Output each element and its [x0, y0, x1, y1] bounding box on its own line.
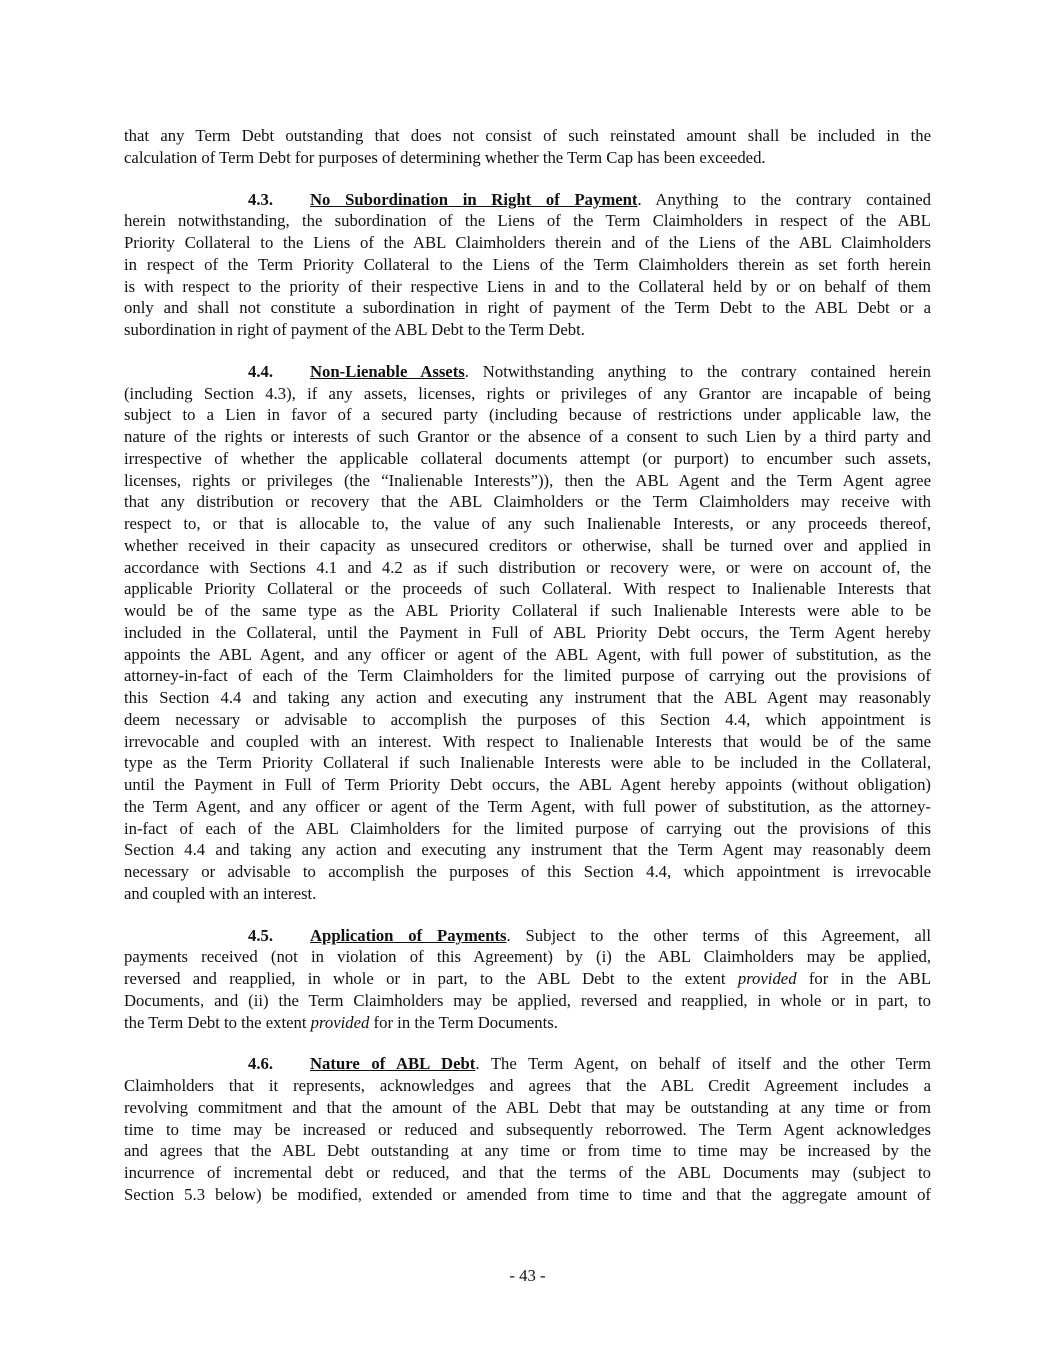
text-line: incurrence of incremental debt or reduced, and that the terms of the ABL Documents may (subject to — [124, 1163, 931, 1182]
document-page — [124, 125, 931, 1226]
text-line: the Term Debt to the extent provided for in the Term Documents. — [124, 1012, 558, 1032]
section-heading-line — [124, 1053, 931, 1075]
section-lead-text: . Anything to the contrary contained — [637, 189, 931, 209]
section-4-5 — [124, 925, 931, 1034]
text-line: time to time may be increased or reduced and subsequently reborrowed. The Term Agent acknowledges — [124, 1119, 931, 1139]
text-line: that any Term Debt outstanding that does not consist of such reinstated amount shall be included in the — [124, 126, 931, 145]
section-title: Application of Payments — [310, 925, 507, 945]
text-line: accordance with Sections 4.1 and 4.2 as if such distribution or recovery were, or were on account of, the — [124, 557, 931, 577]
text-line: included in the Collateral, until the Payment in Full of ABL Priority Debt occurs, the Term Agent hereby — [124, 622, 931, 642]
text-line: Priority Collateral to the Liens of the ABL Claimholders therein and of the Liens of the ABL Claimholders — [124, 233, 931, 252]
text-line: licenses, rights or privileges (the “Inalienable Interests”)), then the ABL Agent and the Term Agent agree — [124, 470, 931, 490]
text-line: the Term Agent, and any officer or agent of the Term Agent, with full power of substitution, as the attorney- — [124, 796, 931, 816]
text-line: whether received in their capacity as unsecured creditors or otherwise, shall be turned over and applied in — [124, 535, 931, 555]
text-line: Documents, and (ii) the Term Claimholders may be applied, reversed and reapplied, in whole or in part, to — [124, 990, 931, 1010]
text-line: and coupled with an interest. — [124, 883, 317, 903]
section-title: No Subordination in Right of Payment — [310, 189, 638, 209]
text-line: Claimholders that it represents, acknowledges and agrees that the ABL Credit Agreement includes a — [124, 1076, 931, 1095]
section-lead-text: . The Term Agent, on behalf of itself and the other Term — [475, 1054, 931, 1074]
text-line: irrevocable and coupled with an interest. With respect to Inalienable Interests that would be of the same — [124, 731, 931, 751]
section-number: 4.4. — [248, 361, 274, 381]
section-number: 4.3. — [248, 189, 274, 209]
section-number: 4.6. — [248, 1054, 274, 1074]
section-lead-text: . Subject to the other terms of this Agreement, all — [506, 925, 931, 945]
section-4-6 — [124, 1053, 931, 1205]
text-line: reversed and reapplied, in whole or in part, to the ABL Debt to the extent provided for in the ABL — [124, 969, 932, 988]
text-line: (including Section 4.3), if any assets, licenses, rights or privileges of any Grantor are incapable of being — [124, 383, 931, 403]
text-line: until the Payment in Full of Term Priority Debt occurs, the ABL Agent hereby appoints (without obligation) — [124, 775, 931, 794]
text-line: appoints the ABL Agent, and any officer or agent of the ABL Agent, with full power of substitution, as the — [124, 644, 931, 664]
text-line: and agrees that the ABL Debt outstanding at any time or from time to time may be increased by the — [124, 1141, 931, 1161]
text-line: type as the Term Priority Collateral if such Inalienable Interests were able to be included in the Collateral, — [124, 753, 931, 773]
text-line: subject to a Lien in favor of a secured party (including because of restrictions under applicable law, the — [124, 405, 931, 425]
section-4-4 — [124, 361, 931, 905]
text-line: nature of the rights or interests of such Grantor or the absence of a consent to such Lien by a third party and — [124, 427, 931, 446]
page-number: - 43 - — [509, 1266, 546, 1285]
section-number: 4.5. — [248, 925, 274, 945]
text-line: that any distribution or recovery that the ABL Claimholders or the Term Claimholders may receive with — [124, 492, 931, 512]
text-line: in-fact of each of the ABL Claimholders for the limited purpose of carrying out the provisions of this — [124, 818, 931, 838]
text-line: calculation of Term Debt for purposes of determining whether the Term Cap has been exceeded. — [124, 147, 766, 167]
text-line: only and shall not constitute a subordination in right of payment of the Term Debt to the ABL Debt or a — [124, 298, 931, 318]
section-heading-line — [124, 189, 931, 211]
text-line: payments received (not in violation of this Agreement) by (i) the ABL Claimholders may be applied, — [124, 947, 931, 967]
text-line: revolving commitment and that the amount of the ABL Debt that may be outstanding at any time or from — [124, 1097, 931, 1117]
text-line: necessary or advisable to accomplish the purposes of this Section 4.4, which appointment is irrevocable — [124, 862, 931, 881]
text-line: Section 4.4 and taking any action and executing any instrument that the Term Agent may reasonably deem — [124, 840, 931, 860]
text-line: applicable Priority Collateral or the proceeds of such Collateral. With respect to Inalienable Interests that — [124, 579, 931, 599]
text-line: Section 5.3 below) be modified, extended or amended from time to time and that the aggregate amount of — [124, 1184, 931, 1204]
text-line: deem necessary or advisable to accomplish the purposes of this Section 4.4, which appointment is — [124, 709, 931, 729]
text-line: in respect of the Term Priority Collateral to the Liens of the Term Claimholders therein as set forth herein — [124, 254, 931, 274]
text-line: irrespective of whether the applicable collateral documents attempt (or purport) to encumber such assets, — [124, 448, 931, 468]
text-line: subordination in right of payment of the ABL Debt to the Term Debt. — [124, 320, 585, 339]
text-line: herein notwithstanding, the subordination of the Liens of the Term Claimholders in respect of the ABL — [124, 211, 931, 231]
section-4-3 — [124, 189, 931, 341]
section-title: Non-Lienable Assets — [310, 361, 465, 381]
text-line: this Section 4.4 and taking any action and executing any instrument that the ABL Agent may reasonably — [124, 688, 931, 707]
text-line: is with respect to the priority of their respective Liens in and to the Collateral held by or on behalf of them — [124, 276, 931, 296]
section-heading-line — [124, 361, 931, 383]
text-line: attorney-in-fact of each of the Term Claimholders for the limited purpose of carrying out the provisions of — [124, 666, 931, 686]
text-line: would be of the same type as the ABL Priority Collateral if such Inalienable Interests were able to be — [124, 601, 931, 620]
section-title: Nature of ABL Debt — [310, 1054, 476, 1074]
section-lead-text: . Notwithstanding anything to the contrary contained herein — [464, 361, 932, 381]
section-heading-line — [124, 925, 931, 947]
text-line: respect to, or that is allocable to, the value of any such Inalienable Interests, or any proceeds thereof, — [124, 514, 931, 533]
continuation-paragraph — [124, 125, 931, 169]
